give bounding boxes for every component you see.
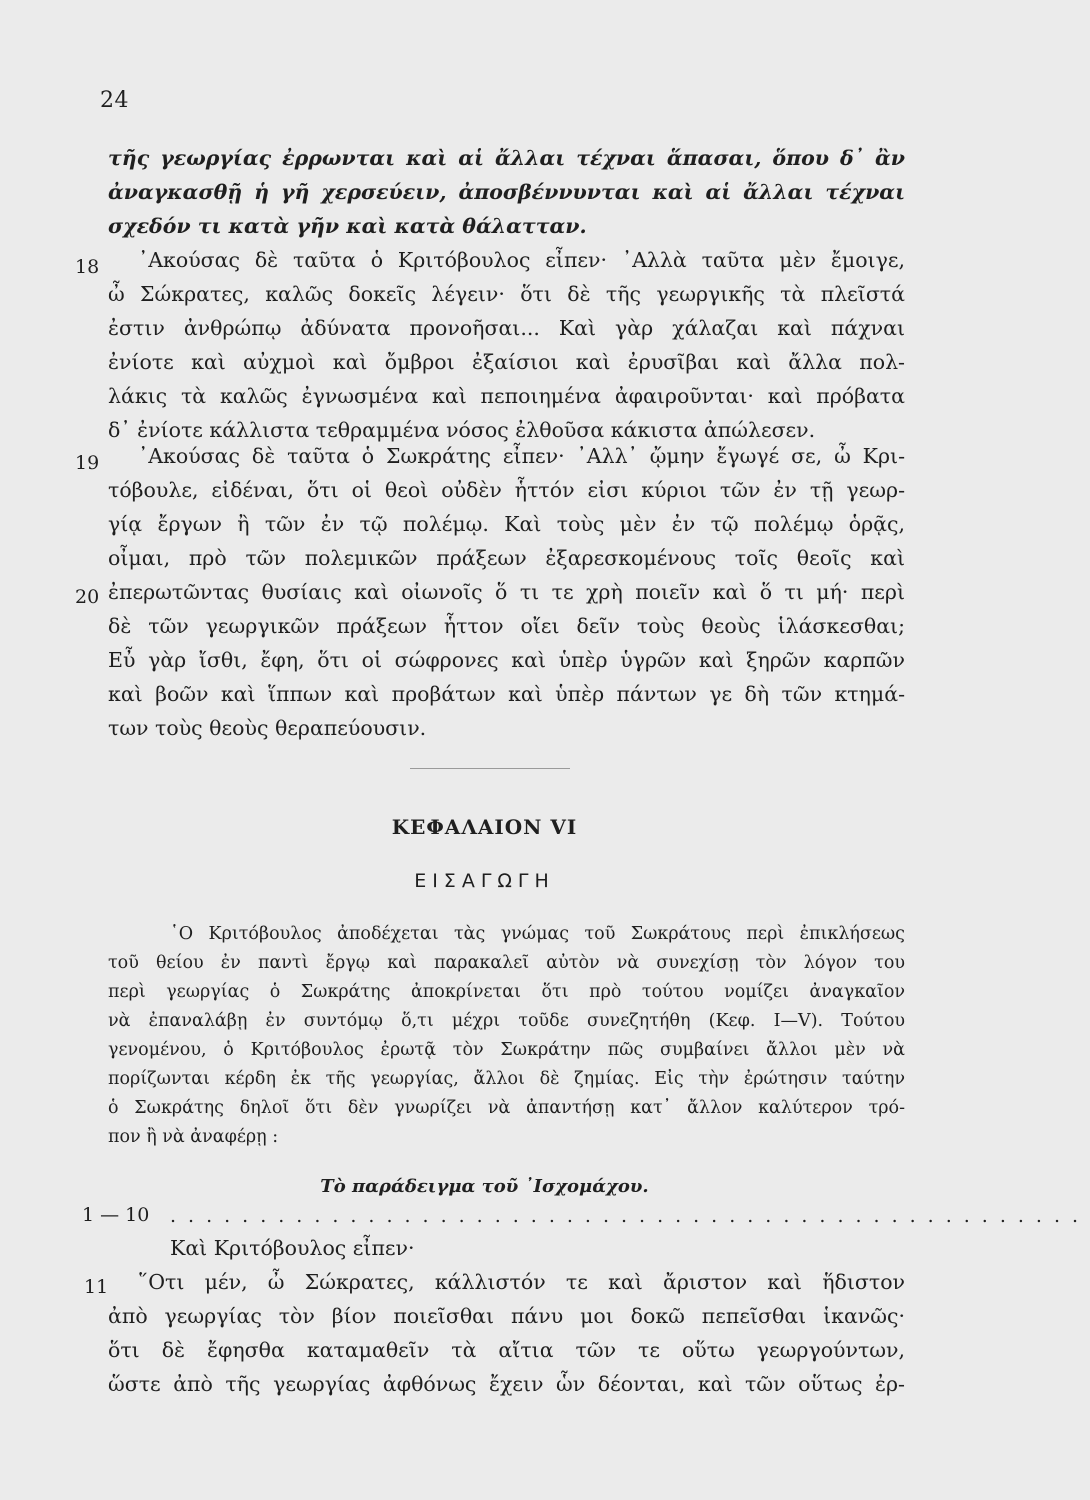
line-number: 20 — [75, 586, 100, 608]
intro-line: γενομένου, ὁ Κριτόβουλος ἐρωτᾷ τὸν Σωκράτην πῶς συμβαίνει ἄλλοι μὲν νὰ — [108, 1040, 905, 1060]
intro-line: περὶ γεωργίας ὁ Σωκράτης ἀποκρίνεται ὅτι πρὸ τούτου νομίζει ἀναγκαῖον — [108, 982, 905, 1002]
speaker-line: Καὶ Κριτόβουλος εἶπεν· — [170, 1236, 415, 1260]
chapter-title: ΚΕΦΑΛΑΙΟΝ VI — [391, 815, 578, 839]
intro-line: τοῦ θείου ἐν παντὶ ἔργῳ καὶ παρακαλεῖ αὐτὸν νὰ συνεχίσῃ τὸν λόγον του — [108, 953, 905, 973]
line-number: 19 — [75, 452, 100, 474]
quote-line: σχεδόν τι κατὰ γῆν καὶ κατὰ θάλατταν. — [108, 214, 587, 238]
section-divider — [410, 768, 570, 769]
text-line: των τοὺς θεοὺς θεραπεύουσιν. — [108, 716, 427, 740]
line-number: 11 — [84, 1276, 109, 1298]
intro-line: πορίζωνται κέρδη ἐκ τῆς γεωργίας, ἄλλοι δὲ ζημίας. Εἰς τὴν ἐρώτησιν ταύτην — [108, 1069, 905, 1089]
intro-line: ὁ Σωκράτης δηλοῖ ὅτι δὲν γνωρίζει νὰ ἀπαντήσῃ κατ᾽ ἄλλον καλύτερον τρό- — [108, 1098, 905, 1118]
text-line: ὦ Σώκρατες, καλῶς δοκεῖς λέγειν· ὅτι δὲ τῆς γεωργικῆς τὰ πλεῖστά — [108, 282, 905, 306]
quote-line: τῆς γεωργίας ἐρρωνται καὶ αἱ ἄλλαι τέχναι ἅπασαι, ὅπου δ᾽ ἂν — [108, 146, 905, 170]
page-number: 24 — [100, 88, 129, 113]
text-line: ὥστε ἀπὸ τῆς γεωργίας ἀφθόνως ἔχειν ὧν δέονται, καὶ τῶν οὕτως ἐρ- — [108, 1372, 905, 1396]
text-line: Εὖ γὰρ ἴσθι, ἔφη, ὅτι οἱ σώφρονες καὶ ὑπὲρ ὑγρῶν καὶ ξηρῶν καρπῶν — [108, 648, 905, 672]
ellipsis-dots: ................................................... — [170, 1205, 1090, 1227]
text-line: δ᾽ ἐνίοτε κάλλιστα τεθραμμένα νόσος ἐλθοῦσα κάκιστα ἀπώλεσεν. — [108, 418, 816, 442]
text-line: ᾿Ακούσας δὲ ταῦτα ὁ Κριτόβουλος εἶπεν· ᾿Αλλὰ ταῦτα μὲν ἔμοιγε, — [138, 248, 905, 272]
subheading: Τὸ παράδειγμα τοῦ ᾿Ισχομάχου. — [320, 1176, 649, 1197]
intro-line: νὰ ἐπαναλάβῃ ἐν συντόμῳ ὅ,τι μέχρι τοῦδε συνεζητήθη (Κεφ. I—V). Τούτου — [108, 1011, 905, 1031]
text-line: ὅτι δὲ ἔφησθα καταμαθεῖν τὰ αἴτια τῶν τε οὕτω γεωργούντων, — [108, 1338, 905, 1362]
text-line: ᾿Ακούσας δὲ ταῦτα ὁ Σωκράτης εἶπεν· ᾿Αλλ᾽ ᾤμην ἔγωγέ σε, ὦ Κρι- — [138, 444, 905, 468]
text-line: ἐπερωτῶντας θυσίαις καὶ οἰωνοῖς ὅ τι τε χρὴ ποιεῖν καὶ ὅ τι μή· περὶ — [108, 580, 905, 604]
text-line: καὶ βοῶν καὶ ἵππων καὶ προβάτων καὶ ὑπὲρ πάντων γε δὴ τῶν κτημά- — [108, 682, 905, 706]
text-line: δὲ τῶν γεωργικῶν πράξεων ἧττον οἴει δεῖν τοὺς θεοὺς ἱλάσκεσθαι; — [108, 614, 905, 638]
text-line: οἶμαι, πρὸ τῶν πολεμικῶν πράξεων ἐξαρεσκομένους τοῖς θεοῖς καὶ — [108, 546, 905, 570]
intro-line: πον ἢ νὰ ἀναφέρῃ : — [108, 1127, 279, 1147]
text-line: ἐνίοτε καὶ αὐχμοὶ καὶ ὄμβροι ἐξαίσιοι καὶ ἐρυσῖβαι καὶ ἄλλα πολ- — [108, 350, 905, 374]
quote-line: ἀναγκασθῇ ἡ γῆ χερσεύειν, ἀποσβέννυνται καὶ αἱ ἄλλαι τέχναι — [108, 180, 905, 204]
range-label: 1 — 10 — [82, 1204, 150, 1226]
text-line: ῞Οτι μέν, ὦ Σώκρατες, κάλλιστόν τε καὶ ἄριστον καὶ ἥδιστον — [138, 1270, 905, 1294]
text-line: ἀπὸ γεωργίας τὸν βίον ποιεῖσθαι πάνυ μοι δοκῶ πεπεῖσθαι ἱκανῶς· — [108, 1304, 905, 1328]
text-line: γίᾳ ἔργων ἢ τῶν ἐν τῷ πολέμῳ. Καὶ τοὺς μὲν ἐν τῷ πολέμῳ ὁρᾷς, — [108, 512, 905, 536]
text-line: τόβουλε, εἰδέναι, ὅτι οἱ θεοὶ οὐδὲν ἧττόν εἰσι κύριοι τῶν ἐν τῇ γεωρ- — [108, 478, 905, 502]
intro-line: ῾Ο Κριτόβουλος ἀποδέχεται τὰς γνώμας τοῦ Σωκράτους περὶ ἐπικλήσεως — [170, 924, 905, 944]
text-line: ἐστιν ἀνθρώπῳ ἀδύνατα προνοῆσαι... Καὶ γὰρ χάλαζαι καὶ πάχναι — [108, 316, 905, 340]
line-number: 18 — [75, 256, 100, 278]
section-title: ΕΙΣΑΓΩΓΗ — [414, 870, 555, 892]
text-line: λάκις τὰ καλῶς ἐγνωσμένα καὶ πεποιημένα ἀφαιροῦνται· καὶ πρόβατα — [108, 384, 905, 408]
